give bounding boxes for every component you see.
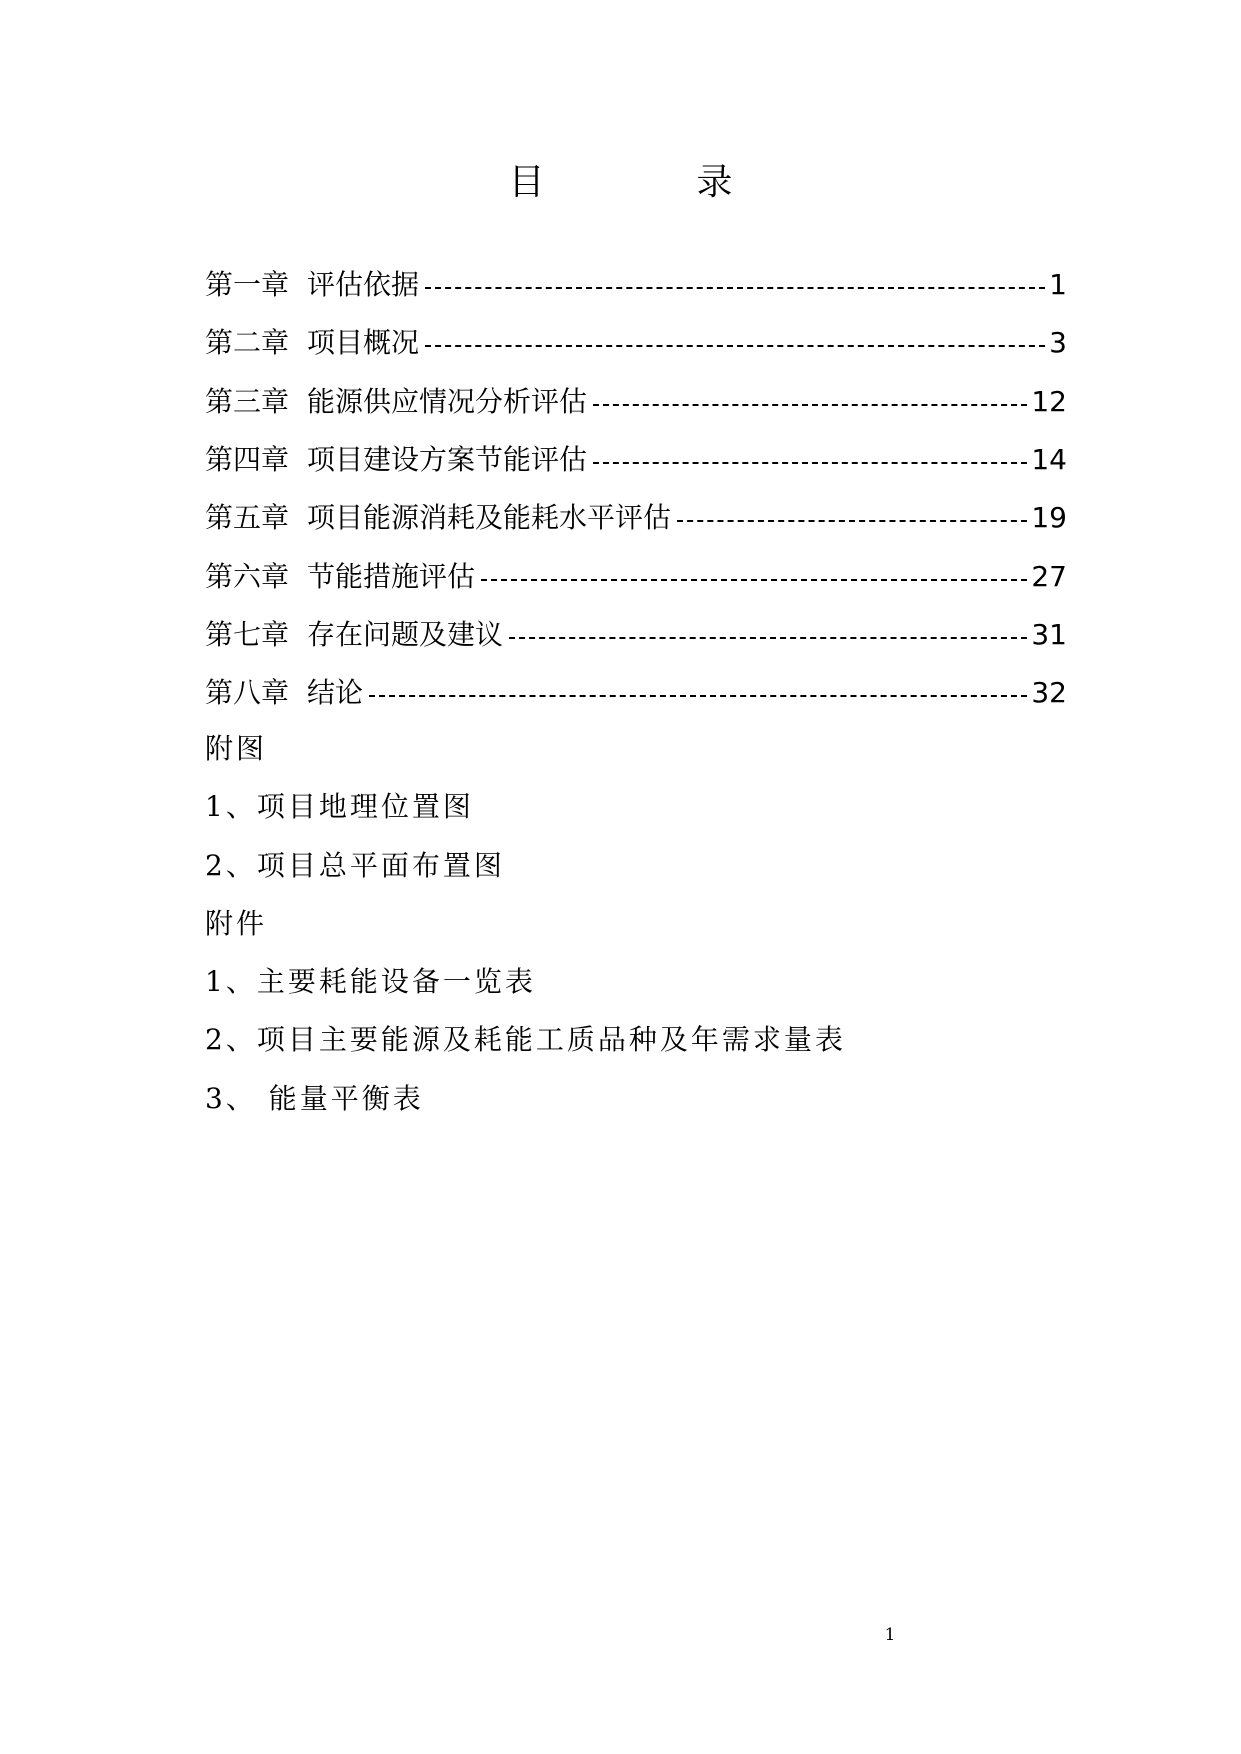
toc-chapter-number: 第四章 [205,443,290,477]
toc-entry-chapter-6[interactable] [205,547,1067,605]
toc-page-number: 12 [1031,384,1067,418]
toc-dot-leader [509,637,1027,639]
toc-title: 目 录 [508,162,791,203]
toc-page-number: 31 [1031,617,1067,651]
toc-chapter-title: 项目能源消耗及能耗水平评估 [307,501,672,535]
toc-dot-leader [425,287,1045,289]
toc-dot-leader [425,345,1045,347]
toc-entry-chapter-3[interactable] [205,373,1067,431]
toc-page-number: 3 [1049,326,1067,360]
toc-dot-leader [593,404,1027,406]
toc-entry-chapter-5[interactable] [205,489,1067,547]
toc-chapter-number: 第二章 [205,326,290,360]
toc-chapter-number: 第七章 [205,617,290,651]
toc-chapter-number: 第三章 [205,384,290,418]
toc-chapter-title: 存在问题及建议 [307,617,504,651]
toc-chapter-number: 第五章 [205,501,290,535]
toc-dot-leader [369,695,1027,697]
toc-chapter-title: 项目概况 [307,326,420,360]
toc-page-number: 27 [1031,559,1067,593]
toc-page-number: 32 [1031,676,1067,710]
toc-dot-leader [481,579,1027,581]
toc-chapter-number: 第六章 [205,559,290,593]
toc-dot-leader [593,462,1027,464]
figures-heading: 附图 [205,732,268,765]
toc-chapter-title: 结论 [307,676,364,710]
toc-entry-chapter-7[interactable] [205,606,1067,664]
toc-chapter-number: 第一章 [205,268,290,302]
attachments-heading: 附件 [205,906,268,940]
toc-chapter-number: 第八章 [205,676,290,710]
figure-item[interactable]: 2、项目总平面布置图 [205,848,505,882]
table-of-contents [205,256,1067,722]
attachment-item[interactable]: 1、主要耗能设备一览表 [205,965,536,999]
figure-item[interactable]: 1、项目地理位置图 [205,790,474,824]
toc-page-number: 14 [1031,443,1067,477]
attachment-item[interactable]: 2、项目主要能源及耗能工质品种及年需求量表 [205,1023,846,1057]
toc-chapter-title: 节能措施评估 [307,559,476,593]
toc-entry-chapter-4[interactable] [205,431,1067,489]
toc-dot-leader [677,520,1027,522]
toc-page-number: 19 [1031,501,1067,535]
toc-chapter-title: 能源供应情况分析评估 [307,384,588,418]
page-number: 1 [884,1625,896,1645]
toc-entry-chapter-8[interactable] [205,664,1067,722]
appendix-list [205,720,1067,1128]
toc-chapter-title: 评估依据 [307,268,420,302]
toc-page-number: 1 [1049,268,1067,302]
toc-chapter-title: 项目建设方案节能评估 [307,443,588,477]
toc-entry-chapter-2[interactable] [205,314,1067,372]
attachment-item[interactable]: 3、 能量平衡表 [205,1081,424,1115]
toc-entry-chapter-1[interactable] [205,256,1067,314]
